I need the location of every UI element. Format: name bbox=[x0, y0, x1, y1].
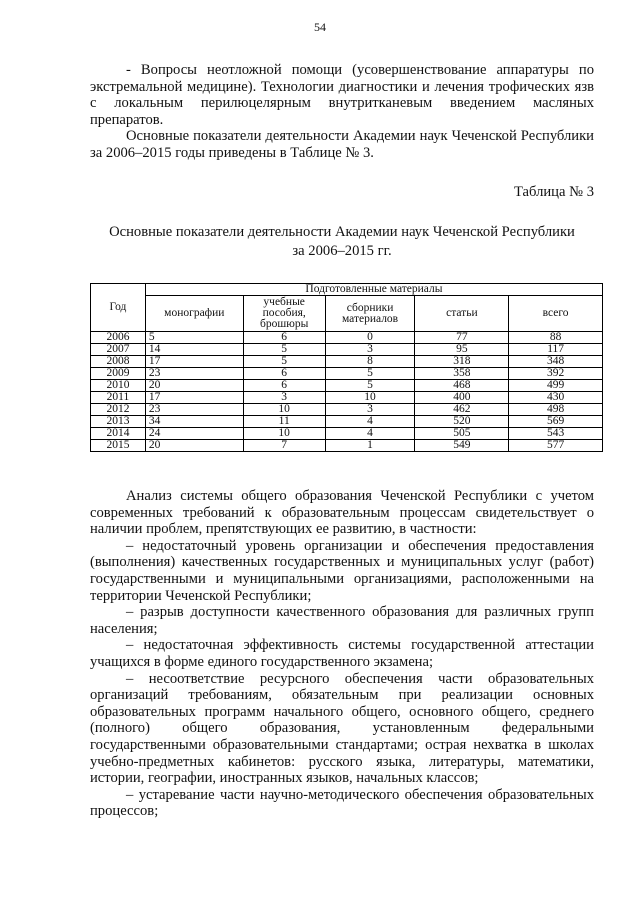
paragraph: – несоответствие ресурсного обеспечения части образовательных организаций требованиям, обязательным при реализации основных образовательных программ начального общего, основного общего, среднего (полного) общего образования, установленным федеральными государственными образовательными стандартами; острая нехватка в школах учебно-предметных кабинетов: русского языка, литературы, математики, истории, географии, иностранных языков, начальных классов; bbox=[90, 670, 594, 787]
table-cell-monographs: 34 bbox=[145, 416, 243, 428]
table-cell-year: 2008 bbox=[91, 356, 146, 368]
column-group-header: Подготовленные материалы bbox=[145, 284, 602, 296]
table-row bbox=[91, 404, 603, 416]
caption-line: Основные показатели деятельности Академии наук Чеченской Республики bbox=[109, 224, 575, 240]
table-cell-collections: 3 bbox=[325, 344, 415, 356]
paragraph: - Вопросы неотложной помощи (усовершенствование аппаратуры по экстремальной медицине). Технологии диагностики и лечения трофических язв с локальным перилюцелярным внутритканевым введением масляных препаратов. bbox=[90, 62, 594, 128]
table-cell-collections: 4 bbox=[325, 428, 415, 440]
column-header: монографии bbox=[145, 296, 243, 332]
table-cell-year: 2011 bbox=[91, 392, 146, 404]
table-cell-articles: 77 bbox=[415, 332, 509, 344]
column-header-year: Год bbox=[91, 284, 146, 332]
table-cell-textbooks: 11 bbox=[243, 416, 325, 428]
table-cell-total: 499 bbox=[509, 380, 603, 392]
table-body bbox=[91, 332, 603, 452]
table-cell-year: 2006 bbox=[91, 332, 146, 344]
table-cell-year: 2015 bbox=[91, 440, 146, 452]
table-cell-monographs: 23 bbox=[145, 404, 243, 416]
paragraph: – недостаточный уровень организации и обеспечения предоставления (выполнения) качественных государственных и муниципальных услуг (работ) государственными и муниципальными организациями, расположенными на территории Чеченской Республики; bbox=[90, 537, 594, 604]
table-cell-total: 577 bbox=[509, 440, 603, 452]
paragraph: – недостаточная эффективность системы государственной аттестации учащихся в форме единого государственного экзамена; bbox=[90, 637, 594, 670]
table-cell-year: 2007 bbox=[91, 344, 146, 356]
table-cell-monographs: 5 bbox=[145, 332, 243, 344]
table-cell-monographs: 20 bbox=[145, 440, 243, 452]
table-cell-total: 543 bbox=[509, 428, 603, 440]
table-cell-textbooks: 6 bbox=[243, 332, 325, 344]
table-cell-total: 88 bbox=[509, 332, 603, 344]
table-row bbox=[91, 332, 603, 344]
table-cell-textbooks: 6 bbox=[243, 368, 325, 380]
table-cell-articles: 549 bbox=[415, 440, 509, 452]
table-cell-monographs: 23 bbox=[145, 368, 243, 380]
caption-line: за 2006–2015 гг. bbox=[292, 243, 392, 259]
table-cell-articles: 358 bbox=[415, 368, 509, 380]
table-cell-total: 392 bbox=[509, 368, 603, 380]
paragraph: Основные показатели деятельности Академии наук Чеченской Республики за 2006–2015 годы приведены в Таблице № 3. bbox=[90, 128, 594, 161]
table-cell-articles: 520 bbox=[415, 416, 509, 428]
table-cell-collections: 8 bbox=[325, 356, 415, 368]
table-cell-monographs: 20 bbox=[145, 380, 243, 392]
table-row bbox=[91, 344, 603, 356]
table-cell-articles: 318 bbox=[415, 356, 509, 368]
table-cell-total: 498 bbox=[509, 404, 603, 416]
table-cell-textbooks: 7 bbox=[243, 440, 325, 452]
table-cell-collections: 5 bbox=[325, 368, 415, 380]
table-cell-collections: 5 bbox=[325, 380, 415, 392]
column-header: сборники материалов bbox=[325, 296, 415, 332]
table-cell-total: 348 bbox=[509, 356, 603, 368]
table-cell-textbooks: 5 bbox=[243, 356, 325, 368]
table-row bbox=[91, 392, 603, 404]
table-cell-collections: 1 bbox=[325, 440, 415, 452]
table-row bbox=[91, 368, 603, 380]
table-cell-year: 2014 bbox=[91, 428, 146, 440]
table-cell-total: 117 bbox=[509, 344, 603, 356]
table-cell-textbooks: 10 bbox=[243, 404, 325, 416]
table-cell-collections: 0 bbox=[325, 332, 415, 344]
table-cell-textbooks: 6 bbox=[243, 380, 325, 392]
table-cell-monographs: 24 bbox=[145, 428, 243, 440]
table-cell-monographs: 14 bbox=[145, 344, 243, 356]
table-caption bbox=[60, 223, 624, 261]
table-row bbox=[91, 416, 603, 428]
paragraph: Анализ системы общего образования Чеченской Республики с учетом современных требований к образовательным процессам свидетельствует о наличии проблем, препятствующих ее развитию, в частности: bbox=[90, 488, 594, 538]
table-row bbox=[91, 428, 603, 440]
column-header: статьи bbox=[415, 296, 509, 332]
analysis-text bbox=[90, 488, 594, 820]
paragraph: – устаревание части научно-методического обеспечения образовательных процессов; bbox=[90, 786, 594, 820]
table-cell-year: 2012 bbox=[91, 404, 146, 416]
table-row bbox=[91, 440, 603, 452]
table-row bbox=[91, 356, 603, 368]
table-row bbox=[91, 380, 603, 392]
data-table bbox=[90, 283, 603, 452]
table-cell-monographs: 17 bbox=[145, 356, 243, 368]
table-cell-year: 2013 bbox=[91, 416, 146, 428]
intro-text bbox=[90, 62, 594, 162]
table-cell-textbooks: 10 bbox=[243, 428, 325, 440]
table-cell-collections: 10 bbox=[325, 392, 415, 404]
table-cell-articles: 95 bbox=[415, 344, 509, 356]
table-cell-articles: 468 bbox=[415, 380, 509, 392]
table-cell-total: 569 bbox=[509, 416, 603, 428]
column-header: всего bbox=[509, 296, 603, 332]
table-cell-textbooks: 5 bbox=[243, 344, 325, 356]
table-cell-articles: 505 bbox=[415, 428, 509, 440]
page-number: 54 bbox=[314, 20, 326, 34]
paragraph: – разрыв доступности качественного образования для различных групп населения; bbox=[90, 604, 594, 637]
table-cell-year: 2009 bbox=[91, 368, 146, 380]
table-cell-collections: 3 bbox=[325, 404, 415, 416]
table-cell-collections: 4 bbox=[325, 416, 415, 428]
table-cell-articles: 400 bbox=[415, 392, 509, 404]
table-label: Таблица № 3 bbox=[514, 184, 594, 200]
table-cell-textbooks: 3 bbox=[243, 392, 325, 404]
column-header: учебные пособия, брошюры bbox=[243, 296, 325, 332]
table-cell-articles: 462 bbox=[415, 404, 509, 416]
table-cell-total: 430 bbox=[509, 392, 603, 404]
table-cell-year: 2010 bbox=[91, 380, 146, 392]
table-cell-monographs: 17 bbox=[145, 392, 243, 404]
